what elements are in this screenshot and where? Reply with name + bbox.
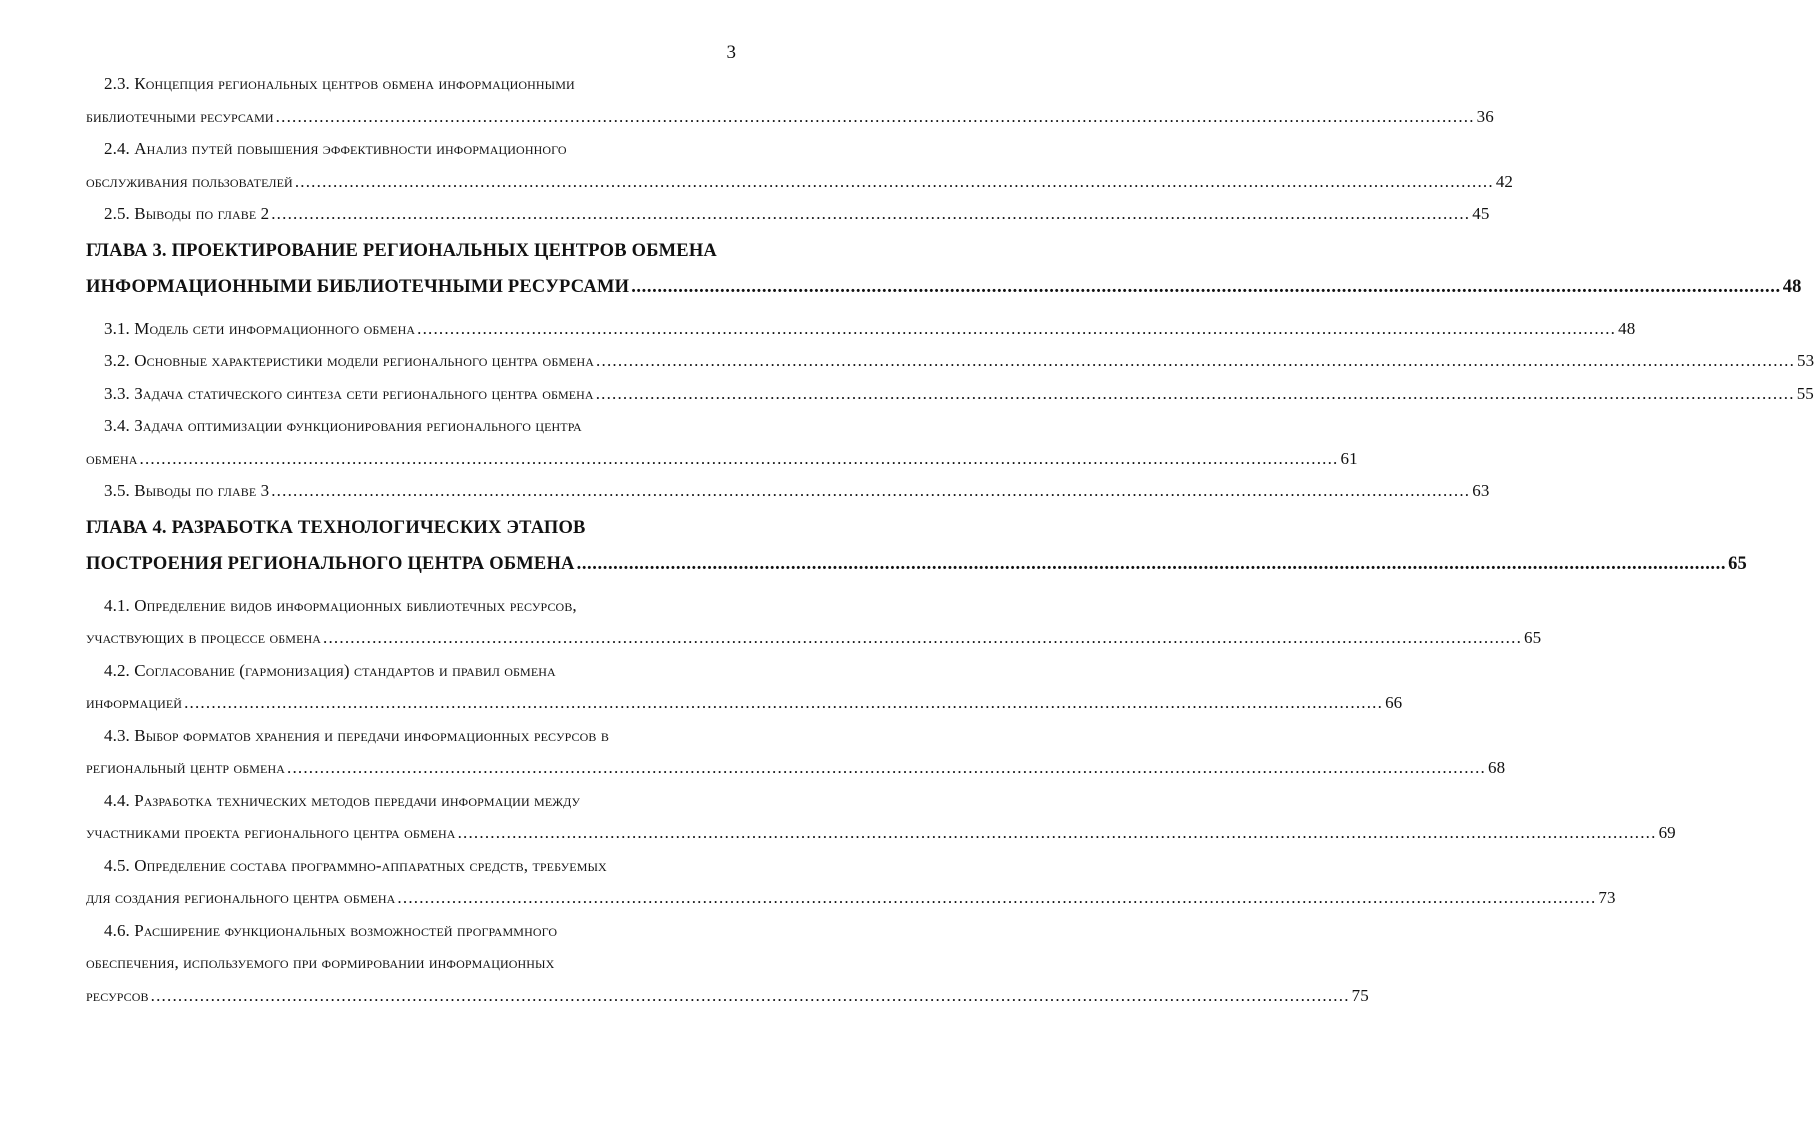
toc-entry-title: ГЛАВА 4. РАЗРАБОТКА ТЕХНОЛОГИЧЕСКИХ ЭТАПОВ [86, 517, 586, 538]
dot-leader: ............................................................................................................................................................................................................................ [576, 553, 1727, 574]
toc-section[interactable] [86, 378, 1814, 411]
toc-entry-page: 75 [1351, 985, 1369, 1005]
toc-entry-page: 68 [1488, 758, 1506, 777]
toc-entry-title: ГЛАВА 3. ПРОЕКТИРОВАНИЕ РЕГИОНАЛЬНЫХ ЦЕНТРОВ ОБМЕНА [86, 240, 717, 261]
toc-entry-title: ПОСТРОЕНИЯ РЕГИОНАЛЬНОГО ЦЕНТРА ОБМЕНА [86, 553, 575, 574]
toc-entry-title: ресурсов [86, 985, 149, 1005]
dot-leader: ............................................................................................................................................................................................................................ [457, 823, 1657, 842]
toc-entry-title: ИНФОРМАЦИОННЫМИ БИБЛИОТЕЧНЫМИ РЕСУРСАМИ [86, 276, 630, 297]
dot-leader: ............................................................................................................................................................................................................................ [294, 171, 1494, 191]
toc-chapter[interactable] [86, 510, 1748, 582]
toc-entry-page: 61 [1340, 448, 1358, 468]
toc-section[interactable] [86, 410, 1358, 475]
toc-entry-page: 66 [1385, 693, 1403, 712]
toc-entry-title: обеспечения, используемого при формировании информационных [86, 953, 555, 972]
toc-section[interactable] [86, 68, 1494, 133]
toc-entry-page: 65 [1524, 628, 1542, 647]
toc-entry-page: 45 [1472, 204, 1490, 223]
toc-entry-title: 4.1. Определение видов информационных библиотечных ресурсов, [104, 595, 577, 615]
toc-entry-title: 3.4. Задача оптимизации функционирования регионального центра [104, 416, 582, 435]
toc-section[interactable] [86, 655, 1403, 720]
toc-section[interactable] [86, 198, 1490, 231]
toc-entry-title: 2.3. Концепция региональных центров обмена информационными [104, 74, 575, 93]
toc-section[interactable] [86, 720, 1506, 785]
toc-chapter[interactable] [86, 233, 1802, 305]
spacer [86, 582, 738, 590]
dot-leader: ............................................................................................................................................................................................................................ [184, 693, 1384, 712]
dot-leader: ............................................................................................................................................................................................................................ [271, 204, 1471, 223]
dot-leader: ............................................................................................................................................................................................................................ [271, 481, 1471, 500]
toc-section[interactable] [86, 345, 1814, 378]
toc-section[interactable] [86, 313, 1636, 346]
toc-section[interactable] [86, 785, 1676, 850]
toc-entry-page: 63 [1472, 481, 1490, 500]
toc-entry-title: для создания регионального центра обмена [86, 888, 396, 907]
toc-entry-title: 2.4. Анализ путей повышения эффективности информационного [104, 139, 567, 158]
dot-leader: ............................................................................................................................................................................................................................ [397, 888, 1597, 907]
toc-section[interactable] [86, 475, 1490, 508]
toc-entry-page: 65 [1728, 553, 1748, 574]
toc-entry-page: 53 [1797, 351, 1814, 370]
toc-entry-page: 48 [1618, 318, 1636, 338]
dot-leader: ............................................................................................................................................................................................................................ [596, 351, 1796, 370]
toc-entry-title: 4.5. Определение состава программно-аппаратных средств, требуемых [104, 855, 607, 875]
page-number: 3 [726, 42, 736, 63]
toc-section[interactable] [86, 915, 1369, 1013]
toc-section[interactable] [86, 850, 1616, 915]
toc-entry-title: библиотечными ресурсами [86, 106, 274, 126]
dot-leader: ............................................................................................................................................................................................................................ [417, 318, 1617, 338]
toc-entry-title: 4.2. Согласование (гармонизация) стандартов и правил обмена [104, 660, 556, 680]
toc-entry-page: 36 [1476, 106, 1494, 126]
toc-entry-page: 48 [1782, 276, 1802, 297]
toc-entry-title: 3.1. Модель сети информационного обмена [104, 318, 416, 338]
dot-leader: ............................................................................................................................................................................................................................ [595, 383, 1795, 403]
toc-entry-title: 4.6. Расширение функциональных возможностей программного [104, 920, 558, 940]
toc-section[interactable] [86, 133, 1514, 198]
dot-leader: ............................................................................................................................................................................................................................ [150, 985, 1350, 1005]
toc-section[interactable] [86, 590, 1542, 655]
dot-leader: ............................................................................................................................................................................................................................ [631, 276, 1781, 297]
toc-entry-title: 2.5. Выводы по главе 2 [104, 204, 270, 223]
toc-entry-page: 69 [1658, 823, 1676, 842]
toc-entry-title: участвующих в процессе обмена [86, 628, 322, 647]
toc-entry-title: 3.2. Основные характеристики модели регионального центра обмена [104, 351, 595, 370]
toc-entry-title: 4.4. Разработка технических методов передачи информации между [104, 790, 581, 810]
toc-entry-title: 4.3. Выбор форматов хранения и передачи информационных ресурсов в [104, 725, 609, 745]
toc-entry-page: 73 [1598, 888, 1616, 907]
toc-entry-title: региональный центр обмена [86, 758, 285, 777]
toc-entry-title: 3.5. Выводы по главе 3 [104, 481, 270, 500]
toc-entry-title: участниками проекта регионального центра обмена [86, 823, 456, 842]
spacer [86, 305, 738, 313]
toc-entry-title: 3.3. Задача статического синтеза сети регионального центра обмена [104, 383, 594, 403]
table-of-contents [86, 68, 1814, 1012]
dot-leader: ............................................................................................................................................................................................................................ [323, 628, 1523, 647]
dot-leader: ............................................................................................................................................................................................................................ [287, 758, 1486, 777]
dot-leader: ............................................................................................................................................................................................................................ [275, 106, 1475, 126]
toc-entry-title: информацией [86, 693, 183, 712]
toc-entry-title: обслуживания пользователей [86, 171, 293, 191]
dot-leader: ............................................................................................................................................................................................................................ [139, 448, 1339, 468]
toc-entry-page: 42 [1495, 171, 1514, 191]
toc-entry-page: 55 [1796, 383, 1814, 403]
toc-entry-title: обмена [86, 448, 138, 468]
